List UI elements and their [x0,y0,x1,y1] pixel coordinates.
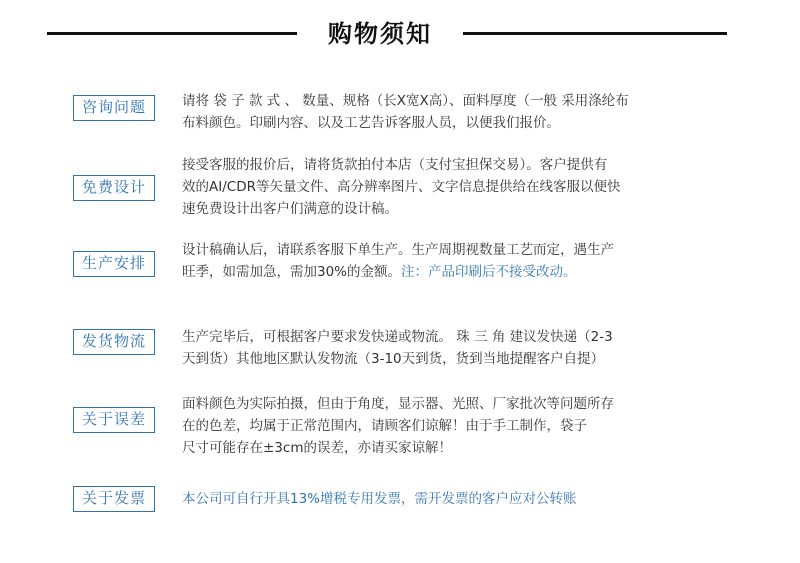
text-line: 生产完毕后，可根据客户要求发快递或物流。 珠 三 角 建议发快递（2-3 [182,329,613,345]
text-line: 在的色差，均属于正常范围内，请顾客们谅解！由于手工制作，袋子 [182,418,587,434]
text-line: 效的AI/CDR等矢量文件、高分辨率图片、文字信息提供给在线客服以便快 [182,179,621,195]
text-line: 本公司可自行开具13%增税专用发票，需开发票的客户应对公转账 [182,491,577,507]
text-line: 接受客服的报价后，请将货款拍付本店（支付宝担保交易）。客户提供有 [182,157,608,173]
section-tag-inquiry: 咨询问题 [73,95,155,121]
header-left-rule [47,32,297,35]
section-text-shipping [182,326,732,370]
header-right-rule [463,32,727,35]
text-line: 天到货）其他地区默认发物流（3-10天到货，货到当地提醒客户自提） [182,351,605,367]
section-text-inquiry [182,90,732,134]
text-line: 尺寸可能存在±3cm的误差，亦请买家谅解！ [182,440,452,456]
section-text-free-design [182,154,732,220]
text-line: 面料颜色为实际拍摄，但由于角度，显示器、光照、厂家批次等问题所存 [182,396,614,412]
section-text-deviation [182,393,732,459]
section-text-production [182,239,732,283]
section-text-invoice [182,488,732,510]
page-header [0,10,800,54]
text-line-part: 旺季，如需加急，需加30%的金额。 [182,264,402,280]
section-tag-shipping: 发货物流 [73,329,155,355]
text-line: 布料颜色。印刷内容、以及工艺告诉客服人员，以便我们报价。 [182,115,560,131]
section-tag-deviation: 关于误差 [73,407,155,433]
section-tag-production: 生产安排 [73,251,155,277]
text-line: 设计稿确认后，请联系客服下单生产。生产周期视数量工艺而定，遇生产 [182,242,614,258]
section-tag-free-design: 免费设计 [73,175,155,201]
production-note: 注：产品印刷后不接受改动。 [401,264,577,280]
text-line [182,261,732,283]
page-title: 购物须知 [328,20,432,48]
text-line: 请将 袋 子 款 式 、 数量、规格（长X宽X高）、面料厚度（一般 采用涤纶布 [182,93,629,109]
text-line: 速免费设计出客户们满意的设计稿。 [182,201,398,217]
section-tag-invoice: 关于发票 [73,486,155,512]
